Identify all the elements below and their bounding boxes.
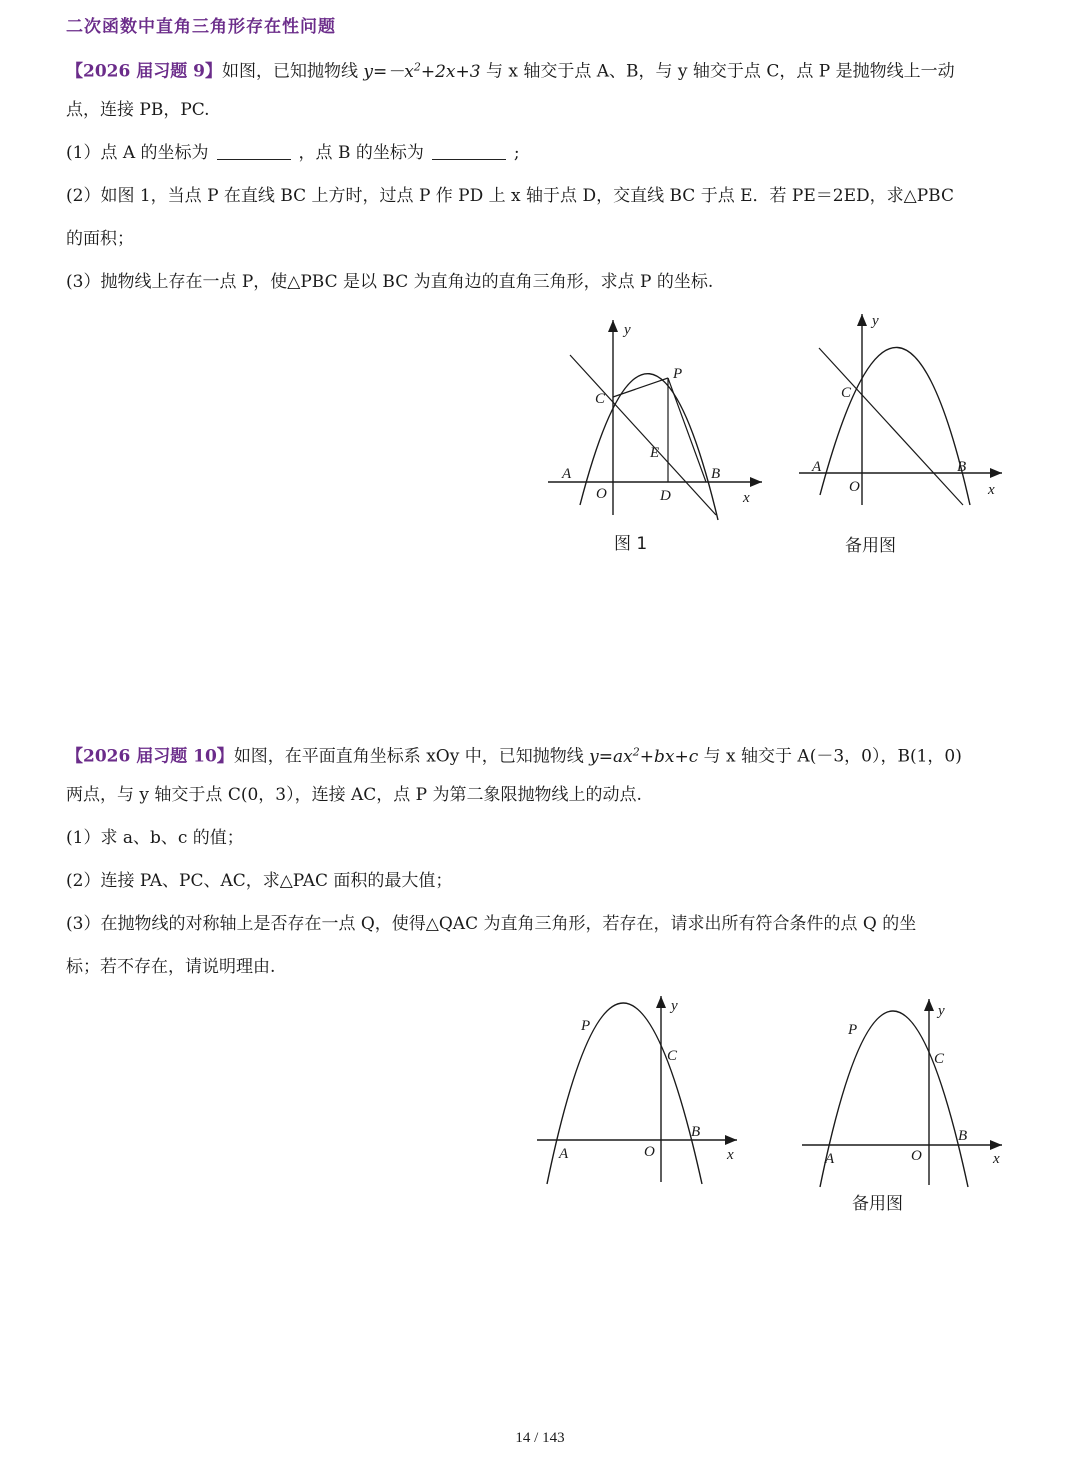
fig3-label-o: O	[644, 1144, 655, 1160]
fig1-label-e: E	[650, 445, 660, 461]
fig2-label-o: O	[849, 479, 860, 495]
fig1-label-x: x	[743, 490, 750, 506]
fig1-label-o: O	[596, 486, 607, 502]
answer-blank-a	[217, 143, 291, 160]
figure-1-caption: 图 1	[614, 534, 648, 554]
fig4-label-c: C	[934, 1051, 945, 1067]
problem9-stem-a: 如图，已知抛物线	[221, 61, 364, 82]
problem10-equation: $y=ax^2+bx+c$	[589, 745, 699, 767]
fig3-label-x: x	[727, 1147, 734, 1163]
fig2-label-c: C	[841, 385, 852, 401]
fig1-label-p: P	[673, 366, 683, 382]
figure-1-svg	[540, 310, 770, 530]
problem9-equation: $y=-x^2+2x+3$	[363, 60, 481, 82]
fig1-label-b: B	[711, 466, 721, 482]
problem10-q2: (2）连接 PA、PC、AC，求△PAC 面积的最大值；	[66, 871, 453, 891]
problem9-stem-line2: 点，连接 PB，PC.	[66, 100, 210, 120]
figure-3	[535, 992, 745, 1192]
fig1-label-a: A	[562, 466, 572, 482]
problem10-stem-b: 与 x 轴交于 A(－3，0），B(1，0)	[698, 746, 962, 767]
fig1-label-y: y	[624, 322, 631, 338]
problem9-q3: (3）抛物线上存在一点 P，使△PBC 是以 BC 为直角边的直角三角形，求点 P 的坐标.	[66, 272, 714, 292]
fig4-label-y: y	[938, 1003, 945, 1019]
problem10-stem-line1	[66, 741, 1016, 768]
problem9-q2-line1: (2）如图 1，当点 P 在直线 BC 上方时，过点 P 作 PD 上 x 轴于点 D，交直线 BC 于点 E．若 PE＝2ED，求△PBC	[66, 186, 954, 206]
figure-4-svg	[800, 995, 1010, 1195]
fig2-label-y: y	[872, 313, 879, 329]
fig1-label-c: C	[595, 391, 606, 407]
fig3-label-c: C	[667, 1048, 678, 1064]
figure-4	[800, 995, 1010, 1195]
problem9-tag: 【2026 届习题 9】	[66, 61, 222, 82]
fig1-label-d: D	[660, 488, 671, 504]
fig4-label-b: B	[958, 1128, 968, 1144]
figure-1	[540, 310, 770, 530]
problem10-q1: (1）求 a、b、c 的值；	[66, 828, 244, 848]
problem10-tag: 【2026 届习题 10】	[66, 746, 234, 767]
problem9-stem-b: 与 x 轴交于点 A、B，与 y 轴交于点 C，点 P 是抛物线上一动	[480, 61, 955, 82]
fig3-label-a: A	[559, 1146, 569, 1162]
fig4-label-a: A	[825, 1151, 835, 1167]
answer-blank-b	[432, 143, 506, 160]
fig4-label-o: O	[911, 1148, 922, 1164]
problem10-stem-a: 如图，在平面直角坐标系 xOy 中，已知抛物线	[233, 746, 590, 767]
page-header: 二次函数中直角三角形存在性问题	[66, 17, 336, 37]
fig3-label-p: P	[581, 1018, 591, 1034]
fig3-label-b: B	[691, 1124, 701, 1140]
figure-2	[795, 310, 1010, 520]
figure-2-caption: 备用图	[845, 536, 896, 556]
page-number: 14 / 143	[515, 1430, 565, 1446]
problem10-stem-line2: 两点，与 y 轴交于点 C(0，3），连接 AC，点 P 为第二象限抛物线上的动点.	[66, 785, 642, 805]
figure-2-svg	[795, 310, 1010, 520]
fig4-label-p: P	[848, 1022, 858, 1038]
figure-4-caption: 备用图	[852, 1194, 903, 1214]
fig2-label-b: B	[957, 459, 967, 475]
problem10-q3-line2: 标；若不存在，请说明理由.	[66, 957, 276, 977]
problem9-stem-line1	[66, 56, 1016, 83]
fig3-label-y: y	[671, 998, 678, 1014]
fig2-label-a: A	[812, 459, 822, 475]
figure-3-svg	[535, 992, 745, 1192]
fig2-label-x: x	[988, 482, 995, 498]
problem10-q3-line1: (3）在抛物线的对称轴上是否存在一点 Q，使得△QAC 为直角三角形，若存在，请求出所有符合条件的点 Q 的坐	[66, 914, 917, 934]
fig4-label-x: x	[993, 1151, 1000, 1167]
problem9-q2-line2: 的面积；	[66, 229, 134, 249]
problem9-q1: (1）点 A 的坐标为 ，点 B 的坐标为 ;	[66, 143, 520, 163]
